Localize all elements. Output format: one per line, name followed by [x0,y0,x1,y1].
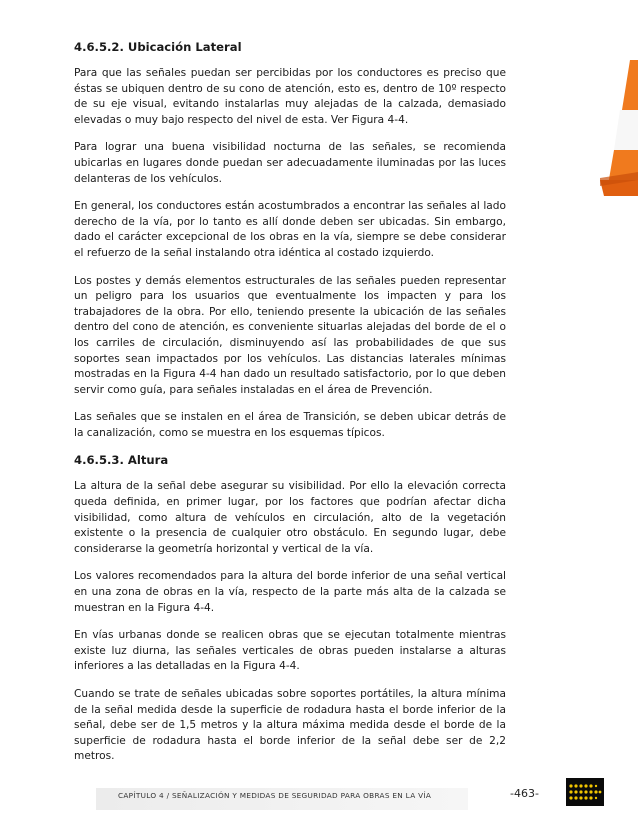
footer-chapter-title: CAPÍTULO 4 / SEÑALIZACIÓN Y MEDIDAS DE SEGURIDAD PARA OBRAS EN LA VÍA [118,791,432,800]
paragraph: Los postes y demás elementos estructurales de las señales pueden representar un peligro para los usuarios que eventualmente los impacten y para los trabajadores de la obra. Por ello, teniendo presente la ubicación de las señales dentro del cono de atención, es conveniente situarlas alejadas del borde de el o los carriles de circulación, disminuyendo así las probabilidades de que sus soportes sean impactados por los vehículos. Las distancias laterales mínimas mostradas en la Figura 4-4 han dado un resultado satisfactorio, por lo que deben servir como guía, para señales instaladas en el área de Prevención. [74,274,506,396]
page-content [74,40,506,777]
paragraph: Para lograr una buena visibilidad nocturna de las señales, se recomienda ubicarlas en lugares donde puedan ser adecuadamente iluminadas por las luces delanteras de los vehículos. [74,141,506,185]
paragraph: En vías urbanas donde se realicen obras que se ejecutan totalmente mientras existe luz diurna, las señales verticales de obras pueden instalarse a alturas inferiores a las detalladas en la Figura 4-4. [74,629,506,673]
section-heading-ubicacion-lateral: 4.6.5.2. Ubicación Lateral [74,40,242,54]
paragraph: En general, los conductores están acostumbrados a encontrar las señales al lado derecho de la vía, por lo tanto es allí donde deben ser ubicadas. Sin embargo, dado el carácter excepcional de los obras en la vía, siempre se debe considerar el refuerzo de la señal instalando otra idéntica al costado izquierdo. [74,200,506,259]
section-heading-altura: 4.6.5.3. Altura [74,453,169,468]
paragraph: Cuando se trate de señales ubicadas sobre soportes portátiles, la altura mínima de la señal medida desde la superficie de rodadura hasta el borde inferior de la señal, debe ser de 1,5 metros y la altura máxima medida desde el borde de la superficie de rodadura hasta el borde inferior de la señal debe ser de 2,2 metros. [74,688,506,763]
paragraph: Los valores recomendados para la altura del borde inferior de una señal vertical en una zona de obras en la vía, respecto de la parte más alta de la calzada se muestran en la Figura 4-4. [74,570,506,614]
arrow-board-logo [566,778,604,806]
page-number: -463- [510,787,539,800]
paragraph: Para que las señales puedan ser percibidas por los conductores es preciso que éstas se ubiquen dentro de su cono de atención, esto es, dentro de 10º respecto de su eje visual, evitando instalarlas muy alejadas de la calzada, demasiado elevadas o muy bajo respecto del nivel de esta. Ver Figura 4-4. [74,67,506,126]
paragraph: Las señales que se instalen en el área de Transición, se deben ubicar detrás de la canalización, como se muestra en los esquemas típicos. [74,411,506,439]
paragraph: La altura de la señal debe asegurar su visibilidad. Por ello la elevación correcta queda definida, en primer lugar, por los factores que podrían afectar dicha visibilidad, como altura de vehículos en circulación, alto de la vegetación existente o la presencia de cualquier otro obstáculo. En segundo lugar, debe considerarse la geometría horizontal y vertical de la vía. [74,480,506,555]
traffic-cone-icon [600,40,638,200]
